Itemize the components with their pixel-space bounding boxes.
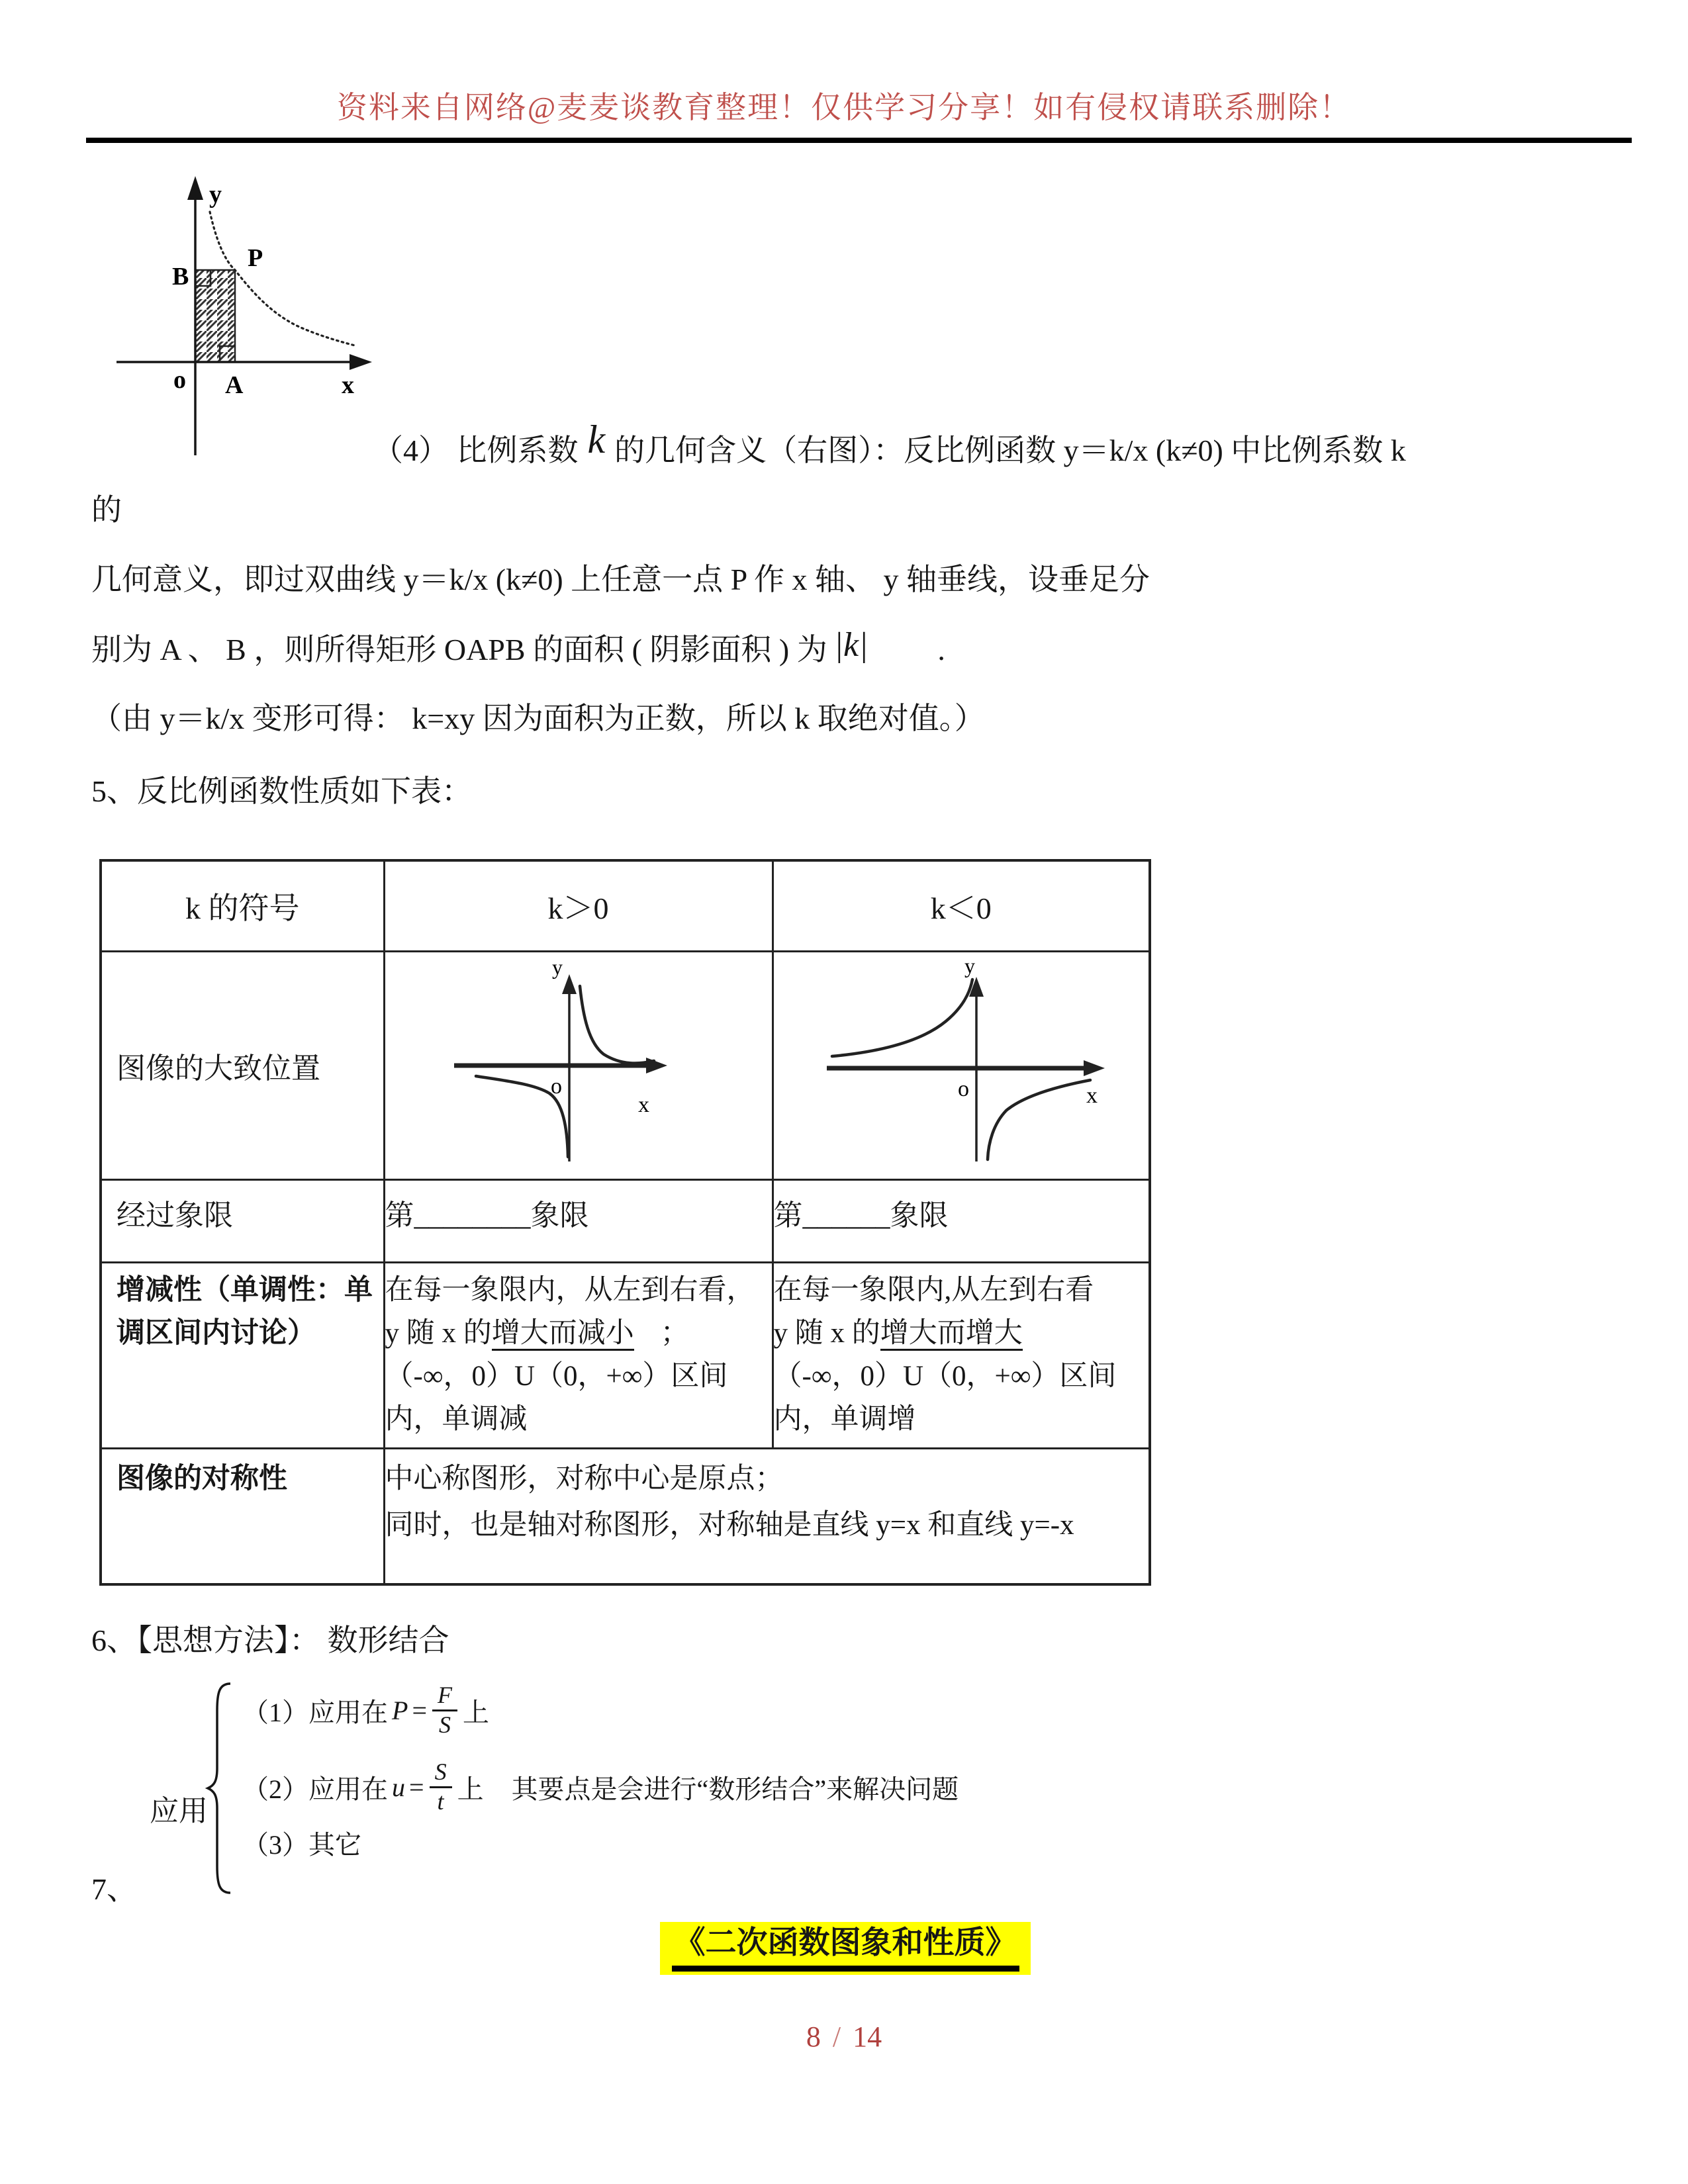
item2-equals: = bbox=[409, 1772, 424, 1802]
figure-label-x: x bbox=[342, 371, 354, 399]
mono-neg-line2 bbox=[774, 1312, 1149, 1355]
inverse-proportion-properties-table bbox=[99, 859, 1151, 1586]
paragraph-k-meaning-cont: 的 bbox=[91, 493, 122, 527]
table-monotonicity-row bbox=[101, 1263, 1150, 1449]
symmetry-content bbox=[384, 1449, 1150, 1585]
section5-heading: 5、反比例函数性质如下表： bbox=[91, 774, 472, 808]
row-label-symmetry: 图像的对称性 bbox=[101, 1449, 384, 1585]
absolute-k-expression: |k| bbox=[833, 626, 868, 664]
header-k-sign: k 的符号 bbox=[101, 860, 384, 952]
paragraph-k-equals-xy: （由 y＝k/x 变形可得： k=xy 因为面积为正数，所以 k 取绝对值。） bbox=[91, 702, 985, 735]
figure-label-o: o bbox=[173, 366, 186, 394]
header-k-negative: k＜0 bbox=[773, 860, 1150, 952]
branch-quadrant2 bbox=[832, 979, 972, 1056]
hyperbola-graph-k-positive bbox=[440, 953, 718, 1171]
row-label-monotonicity: 增减性（单调性：单调区间内讨论） bbox=[101, 1263, 384, 1449]
graph-cell-k-negative bbox=[773, 952, 1150, 1180]
graph-label-o: o bbox=[550, 1073, 562, 1099]
mono-neg-line1: 在每一象限内,从左到右看 bbox=[773, 1275, 1094, 1306]
item2-denominator: t bbox=[437, 1788, 444, 1815]
graph-label-x: x bbox=[1086, 1083, 1098, 1108]
y-axis-arrow bbox=[187, 176, 203, 200]
table-graph-row bbox=[101, 952, 1150, 1180]
header-divider-line bbox=[86, 138, 1632, 143]
page-separator: / bbox=[832, 2021, 841, 2053]
mono-pos-underlined: 增大而减小 bbox=[492, 1318, 634, 1351]
line3-pre: 别为 A 、 B ，则所得矩形 OAPB 的面积 ( 阴影面积 ) 为 bbox=[91, 633, 827, 666]
item2-variable: u bbox=[392, 1772, 405, 1802]
figure-label-a: A bbox=[225, 371, 244, 399]
graph-label-y: y bbox=[964, 953, 975, 978]
item2-post: 上 bbox=[457, 1774, 484, 1804]
mono-pos-line3: （-∞，0）U（0，+∞）区间 bbox=[385, 1361, 728, 1392]
line3-period: . bbox=[937, 633, 945, 666]
mono-pos-line2 bbox=[385, 1312, 772, 1355]
paragraph-geometric-meaning: 几何意义，即过双曲线 y＝k/x (k≠0) 上任意一点 P 作 x 轴、 y 轴垂线，设垂足分 bbox=[91, 563, 1150, 596]
mono-neg-line3: （-∞，0）U（0，+∞）区间 bbox=[773, 1361, 1117, 1392]
branch-quadrant1 bbox=[580, 986, 654, 1064]
figure-label-p: P bbox=[248, 244, 263, 272]
page-current: 8 bbox=[806, 2021, 821, 2053]
item2-numerator: S bbox=[430, 1758, 452, 1788]
item1-post: 上 bbox=[463, 1697, 489, 1727]
mono-pos-line2-pre: y 随 x 的 bbox=[385, 1318, 492, 1349]
figure-label-b: B bbox=[172, 263, 189, 291]
item1-numerator: F bbox=[432, 1682, 457, 1711]
paragraph-rectangle-area bbox=[91, 626, 945, 670]
mono-neg-underlined: 增大而增大 bbox=[880, 1318, 1023, 1351]
x-axis-arrow bbox=[350, 354, 372, 370]
line1-pre: （4） 比例系数 bbox=[373, 433, 579, 467]
mono-neg-line4: 内，单调增 bbox=[773, 1404, 916, 1435]
application-item-1 bbox=[242, 1674, 489, 1746]
page-number bbox=[0, 2020, 1688, 2054]
item1-pre: （1）应用在 bbox=[242, 1697, 388, 1727]
item2-fraction bbox=[430, 1758, 452, 1815]
header-notice: 资料来自网络@麦麦谈教育整理！仅供学习分享！如有侵权请联系删除！ bbox=[336, 91, 1352, 124]
line1-post: 的几何含义（右图）：反比例函数 y＝k/x (k≠0) 中比例系数 k bbox=[614, 433, 1406, 467]
hyperbola-k-geometry-figure bbox=[111, 172, 389, 463]
row-label-graph-position: 图像的大致位置 bbox=[101, 952, 384, 1180]
symmetry-line1: 中心称图形，对称中心是原点； bbox=[385, 1463, 784, 1494]
quadrant-k-negative: 第______象限 bbox=[773, 1180, 1150, 1263]
shaded-rectangle-oapb bbox=[195, 270, 235, 362]
section7-label: 7、 bbox=[91, 1872, 137, 1906]
section6-heading: 6、【思想方法】： 数形结合 bbox=[91, 1623, 449, 1657]
graph-label-o: o bbox=[957, 1076, 969, 1101]
item1-equals: = bbox=[412, 1695, 427, 1725]
graph-label-y: y bbox=[551, 954, 563, 979]
monotonicity-k-positive bbox=[384, 1263, 773, 1449]
page-total: 14 bbox=[853, 2021, 882, 2053]
hyperbola-graph-k-negative bbox=[806, 953, 1117, 1171]
item1-variable: P bbox=[392, 1695, 408, 1725]
mono-pos-line1: 在每一象限内，从左到右看， bbox=[385, 1275, 755, 1306]
item2-pre: （2）应用在 bbox=[242, 1774, 388, 1804]
paragraph-k-meaning-line1 bbox=[373, 418, 1406, 471]
graph-cell-k-positive bbox=[384, 952, 773, 1180]
graph-label-x: x bbox=[637, 1092, 649, 1117]
highlighted-next-section-title bbox=[660, 1922, 1031, 1975]
table-quadrant-row bbox=[101, 1180, 1150, 1263]
mono-pos-semicolon: ； bbox=[660, 1318, 689, 1349]
item2-note: 其要点是会进行“数形结合”来解决问题 bbox=[511, 1774, 959, 1804]
mono-neg-line2-pre: y 随 x 的 bbox=[773, 1318, 880, 1349]
application-item-2 bbox=[242, 1751, 959, 1823]
next-section-title-text: 《二次函数图象和性质》 bbox=[672, 1922, 1019, 1972]
inline-k-symbol: k bbox=[587, 418, 606, 461]
header-k-positive: k＞0 bbox=[384, 860, 773, 952]
item1-fraction bbox=[432, 1682, 457, 1739]
left-brace bbox=[205, 1680, 236, 1897]
symmetry-line2: 同时，也是轴对称图形，对称轴是直线 y=x 和直线 y=-x bbox=[385, 1510, 1074, 1541]
branch-quadrant4 bbox=[988, 1080, 1090, 1160]
x-axis-arrow bbox=[1084, 1060, 1105, 1076]
table-header-row bbox=[101, 860, 1150, 952]
application-item-3: （3）其它 bbox=[242, 1829, 361, 1860]
table-symmetry-row bbox=[101, 1449, 1150, 1585]
x-axis-arrow bbox=[646, 1058, 667, 1073]
applications-label: 应用 bbox=[150, 1795, 208, 1827]
item1-denominator: S bbox=[439, 1711, 451, 1738]
quadrant-k-positive: 第________象限 bbox=[384, 1180, 773, 1263]
monotonicity-k-negative bbox=[773, 1263, 1150, 1449]
row-label-quadrant: 经过象限 bbox=[101, 1180, 384, 1263]
mono-pos-line4: 内，单调减 bbox=[385, 1404, 528, 1435]
y-axis-arrow bbox=[562, 974, 577, 994]
figure-label-y: y bbox=[209, 181, 222, 208]
